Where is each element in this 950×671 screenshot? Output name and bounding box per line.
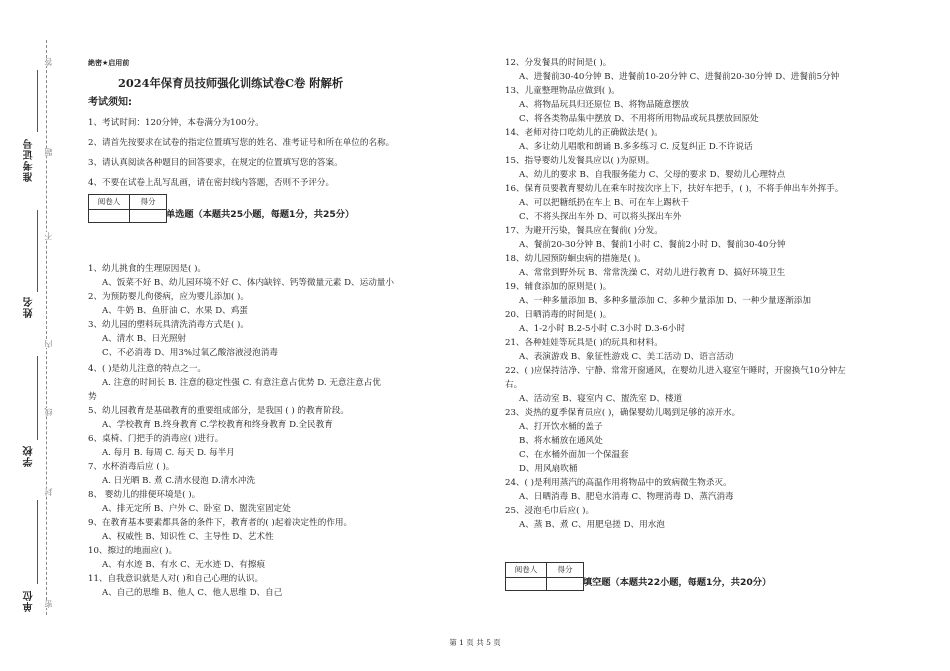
reviewer-cell[interactable] bbox=[89, 210, 130, 223]
seal-mark: 内 bbox=[44, 340, 53, 348]
option-line-wrap: 势 bbox=[88, 392, 97, 402]
question-line: 12、分发餐具的时间是( )。 bbox=[505, 58, 612, 68]
binding-label-school: 学校 bbox=[24, 445, 35, 467]
question-line: 4、( )是幼儿注意的特点之一。 bbox=[88, 364, 207, 374]
binding-label-name: 姓名 bbox=[24, 296, 35, 318]
question-line: 18、幼儿园预防蛔虫病的措施是( )。 bbox=[505, 254, 646, 264]
question-line: 8、 婴幼儿的排便环境是( )。 bbox=[88, 490, 201, 500]
section-heading-fill-blank: 填空题（本题共22小题，每题1分，共20分） bbox=[583, 577, 772, 588]
section-heading-single-choice: 单选题（本题共25小题，每题1分，共25分） bbox=[166, 209, 355, 220]
score-cell[interactable] bbox=[547, 578, 584, 591]
seal-mark: 封 bbox=[44, 488, 53, 496]
question-line: 6、桌椅、门把手的消毒应( )进行。 bbox=[88, 434, 224, 444]
score-table-2 bbox=[505, 562, 584, 591]
option-line: A、常常到野外玩 B、常常洗澡 C、对幼儿进行教育 D、搞好环境卫生 bbox=[519, 268, 786, 278]
option-line: A、一种多量添加 B、多种多量添加 C、多种少量添加 D、一种少量逐渐添加 bbox=[519, 296, 811, 306]
notice-item: 3、请认真阅读各种题目的回答要求，在规定的位置填写您的答案。 bbox=[88, 158, 343, 168]
question-line: 20、日晒消毒的时间是( )。 bbox=[505, 310, 612, 320]
question-line: 19、辅食添加的原则是( )。 bbox=[505, 282, 612, 292]
question-line: 9、在教育基本要素都具备的条件下，教育者的( )起着决定性的作用。 bbox=[88, 518, 353, 528]
option-line: A、表演游戏 B、象征性游戏 C、美工活动 D、语言活动 bbox=[519, 352, 734, 362]
question-line: 14、老师对待口吃幼儿的正确做法是( )。 bbox=[505, 128, 663, 138]
question-line: 23、炎热的夏季保育员应( )，确保婴幼儿喝到足够的凉开水。 bbox=[505, 408, 741, 418]
notice-item: 4、不要在试卷上乱写乱画，请在密封线内答题，否则不予评分。 bbox=[88, 178, 335, 188]
option-line: B、将水桶放在通风处 bbox=[519, 436, 603, 446]
binding-label-exam-number: 准考证号 bbox=[24, 138, 35, 182]
question-line: 1、幼儿挑食的生理原因是( )。 bbox=[88, 264, 207, 274]
page-footer: 第 1 页 共 5 页 bbox=[449, 638, 501, 647]
question-line: 17、为避开污染，餐具应在餐前( )分发。 bbox=[505, 226, 663, 236]
question-line: 21、各种娃娃等玩具是( )的玩具和材料。 bbox=[505, 338, 663, 348]
option-line: C、不将头探出车外 D、可以将头探出车外 bbox=[519, 212, 682, 222]
question-line: 13、儿童整理物品应做到( )。 bbox=[505, 86, 620, 96]
seal-mark: 题 bbox=[44, 148, 53, 156]
score-label: 得分 bbox=[547, 563, 584, 578]
option-line: A、餐前20-30分钟 B、餐前1小时 C、餐前2小时 D、餐前30-40分钟 bbox=[519, 240, 786, 250]
question-line: 24、( )是利用蒸汽的高温作用将物品中的致病微生物杀灭。 bbox=[505, 478, 732, 488]
exam-title: 2024年保育员技师强化训练试卷C卷 附解析 bbox=[118, 76, 344, 90]
score-label: 得分 bbox=[130, 195, 167, 210]
reviewer-label: 阅卷人 bbox=[89, 195, 130, 210]
option-line: A、自己的思维 B、他人 C、他人思维 D、自己 bbox=[102, 588, 283, 598]
binding-label-unit: 单位 bbox=[24, 590, 35, 612]
binding-fill-line bbox=[37, 210, 38, 292]
option-line: A、日晒消毒 B、肥皂水消毒 C、物理消毒 D、蒸汽消毒 bbox=[519, 492, 734, 502]
seal-mark: 线 bbox=[44, 408, 53, 416]
option-line: A、清水 B、日光照射 bbox=[102, 334, 187, 344]
notice-heading: 考试须知: bbox=[88, 97, 132, 108]
seal-mark: 答 bbox=[44, 58, 53, 66]
score-table-1 bbox=[88, 194, 167, 223]
option-line: A、打开饮水桶的盖子 bbox=[519, 422, 603, 432]
option-line: A、可以把糖纸扔在车上 B、可在车上踢秋千 bbox=[519, 198, 689, 208]
question-line: 10、擦过的地面应( )。 bbox=[88, 546, 178, 556]
option-line: C、将各类物品集中摆放 D、不用将所用物品或玩具摆放回原处 bbox=[519, 114, 759, 124]
option-line: A、进餐前30-40分钟 B、进餐前10-20分钟 C、进餐前20-30分钟 D、进餐前5分钟 bbox=[519, 72, 840, 82]
binding-fill-line bbox=[37, 70, 38, 132]
notice-item: 2、请首先按要求在试卷的指定位置填写您的姓名、准考证号和所在单位的名称。 bbox=[88, 138, 395, 148]
option-line: C、不必消毒 D、用3%过氧乙酸溶液浸泡消毒 bbox=[102, 348, 278, 358]
binding-margin bbox=[0, 0, 60, 671]
option-line: D、用风扇吹桶 bbox=[519, 464, 578, 474]
question-line: 16、保育员要教育婴幼儿在乘车时按次序上下，扶好车把手，( )，不将手伸出车外挥手。 bbox=[505, 184, 844, 194]
option-line: A、将物品玩具归还原位 B、将物品随意摆放 bbox=[519, 100, 689, 110]
option-line: A、饭菜不好 B、幼儿园环境不好 C、体内缺锌、钙等微量元素 D、运动量小 bbox=[102, 278, 394, 288]
option-line: A. 每月 B. 每周 C. 每天 D. 每半月 bbox=[102, 448, 235, 458]
option-line: A、牛奶 B、鱼肝油 C、水果 D、鸡蛋 bbox=[102, 306, 248, 316]
seal-dashed-line bbox=[46, 40, 47, 615]
question-line: 7、水杯消毒后应 ( )。 bbox=[88, 462, 175, 472]
question-line: 5、幼儿园教育是基础教育的重要组成部分，是我国 ( ) 的教育阶段。 bbox=[88, 406, 349, 416]
binding-fill-line bbox=[37, 500, 38, 584]
question-line: 25、浸泡毛巾后应( )。 bbox=[505, 506, 595, 516]
option-line: A、权威性 B、知识性 C、主导性 D、艺术性 bbox=[102, 532, 274, 542]
question-line: 3、幼儿园的塑料玩具清洗消毒方式是( )。 bbox=[88, 320, 249, 330]
binding-fill-line bbox=[37, 356, 38, 440]
question-line-wrap: 右。 bbox=[505, 380, 523, 390]
seal-mark: 不 bbox=[44, 232, 53, 240]
question-line: 15、指导婴幼儿发餐具应以( )为原则。 bbox=[505, 156, 655, 166]
option-line: A、活动室 B、寝室内 C、盥洗室 D、楼道 bbox=[519, 394, 683, 404]
option-line: A、1-2小时 B.2-5小时 C.3小时 D.3-6小时 bbox=[519, 324, 686, 334]
notice-item: 1、考试时间：120分钟，本卷满分为100分。 bbox=[88, 118, 264, 128]
question-line: 2、为预防婴儿佝偻病，应为婴儿添加( )。 bbox=[88, 292, 249, 302]
option-line: A. 注意的时间长 B. 注意的稳定性强 C. 有意注意占优势 D. 无意注意占优 bbox=[102, 378, 381, 388]
option-line: A、学校教育 B.终身教育 C.学校教育和终身教育 D.全民教育 bbox=[102, 420, 333, 430]
question-line: 11、自我意识就是人对( )和自己心理的认识。 bbox=[88, 574, 264, 584]
score-cell[interactable] bbox=[130, 210, 167, 223]
confidential-label: 絶密★启用前 bbox=[88, 59, 130, 67]
question-line: 22、( )应保持洁净、宁静、常常开窗通风，在婴幼儿进入寝室午睡时，开窗换气10分钟左 bbox=[505, 366, 846, 376]
seal-mark: 密 bbox=[44, 600, 53, 608]
option-line: C、在水桶外面加一个保温套 bbox=[519, 450, 629, 460]
option-line: A、幼儿的要求 B、自我服务能力 C、父母的要求 D、婴幼儿心理特点 bbox=[519, 170, 786, 180]
option-line: A、多让幼儿唱歌和朗诵 B.多多练习 C. 反复纠正 D.不许说话 bbox=[519, 142, 753, 152]
option-line: A、蒸 B、煮 C、用肥皂搓 D、用水泡 bbox=[519, 520, 665, 530]
option-line: A、有水迹 B、有水 C、无水迹 D、有擦痕 bbox=[102, 560, 266, 570]
option-line: A. 日光晒 B. 煮 C.清水侵泡 D.清水冲洗 bbox=[102, 476, 256, 486]
reviewer-label: 阅卷人 bbox=[506, 563, 547, 578]
option-line: A、排无定所 B、户外 C、卧室 D、盥洗室固定处 bbox=[102, 504, 291, 514]
reviewer-cell[interactable] bbox=[506, 578, 547, 591]
